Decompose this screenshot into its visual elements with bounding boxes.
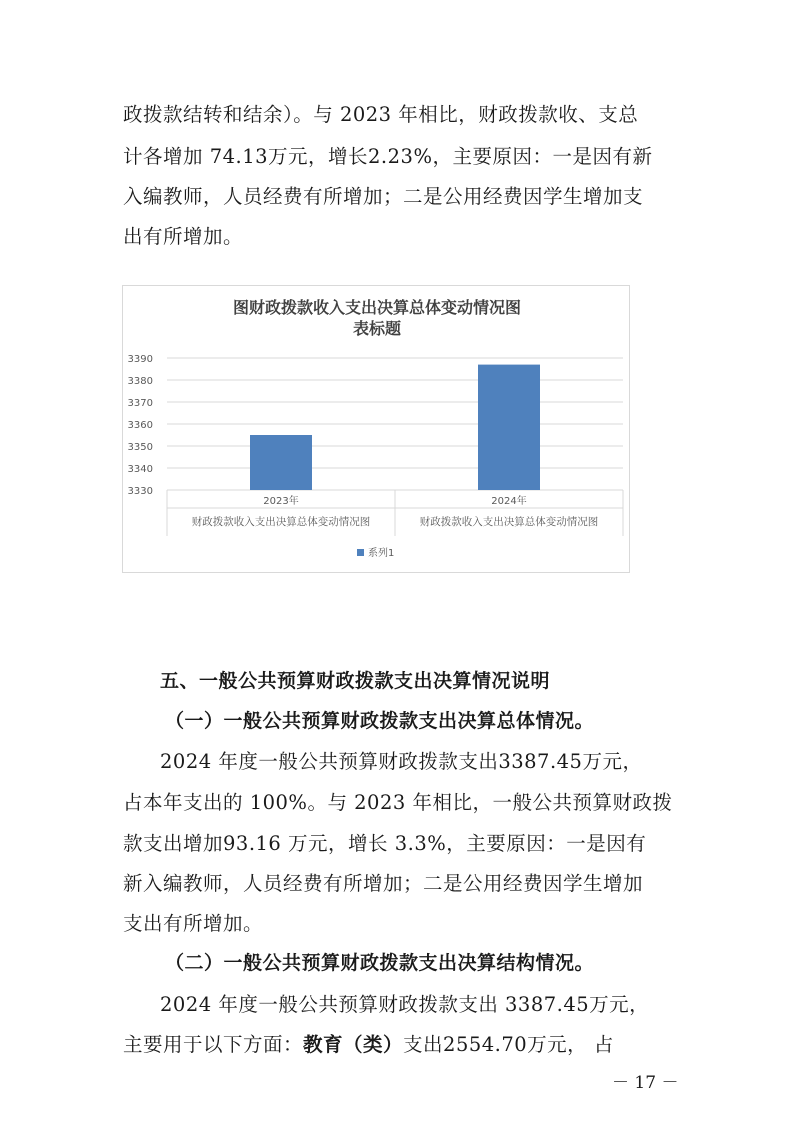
paragraph-line: 2024 年度一般公共预算财政拨款支出3387.45万元， (160, 750, 643, 773)
paragraph-line (123, 1035, 614, 1055)
page-number: － 17 － (612, 1073, 679, 1093)
y-tick-label: 3380 (127, 376, 153, 387)
y-tick-label: 3360 (127, 420, 153, 431)
paragraph-line: 计各增加 74.13万元，增长2.23%，主要原因：一是因有新 (123, 145, 653, 168)
paragraph-line: 2024 年度一般公共预算财政拨款支出 3387.45万元， (160, 993, 650, 1016)
y-tick-label: 3330 (127, 486, 153, 497)
paragraph-line: 款支出增加93.16 万元，增长 3.3%，主要原因：一是因有 (123, 832, 647, 855)
category-bold: 教育（类） (303, 1033, 404, 1056)
bar-chart (122, 285, 630, 573)
x-tick-label: 2023年 (263, 496, 299, 507)
section-heading: 五、一般公共预算财政拨款支出决算情况说明 (160, 670, 551, 692)
y-tick-label: 3340 (127, 464, 153, 475)
x-sublabel: 财政拨款收入支出决算总体变动情况图 (419, 516, 599, 528)
paragraph-line: 支出有所增加。 (123, 912, 264, 935)
legend-swatch (357, 549, 364, 556)
subsection-heading-2: （二）一般公共预算财政拨款支出决算结构情况。 (165, 952, 595, 974)
paragraph-line: 占本年支出的 100%。与 2023 年相比，一般公共预算财政拨 (123, 791, 673, 814)
paragraph-line: 政拨款结转和结余）。与 2023 年相比，财政拨款收、支总 (123, 103, 639, 126)
chart-canvas (123, 286, 631, 574)
subsection-heading-1: （一）一般公共预算财政拨款支出决算总体情况。 (165, 710, 595, 732)
paragraph-line: 入编教师，人员经费有所增加；二是公用经费因学生增加支 (123, 185, 644, 208)
x-tick-label: 2024年 (491, 496, 527, 507)
line-suffix: 支出2554.70万元， 占 (403, 1033, 614, 1056)
chart-title: 图财政拨款收入支出决算总体变动情况图 (232, 298, 522, 317)
y-tick-label: 3350 (127, 442, 153, 453)
line-prefix: 主要用于以下方面： (123, 1033, 304, 1056)
y-tick-label: 3370 (127, 398, 153, 409)
paragraph-line: 新入编教师，人员经费有所增加；二是公用经费因学生增加 (123, 872, 644, 895)
y-tick-label: 3390 (127, 354, 153, 365)
bar-2024年 (478, 365, 540, 490)
legend-label: 系列1 (368, 548, 395, 559)
bar-2023年 (250, 435, 312, 490)
x-sublabel: 财政拨款收入支出决算总体变动情况图 (191, 516, 371, 528)
paragraph-line: 出有所增加。 (123, 225, 244, 248)
chart-subtitle: 表标题 (352, 319, 402, 338)
